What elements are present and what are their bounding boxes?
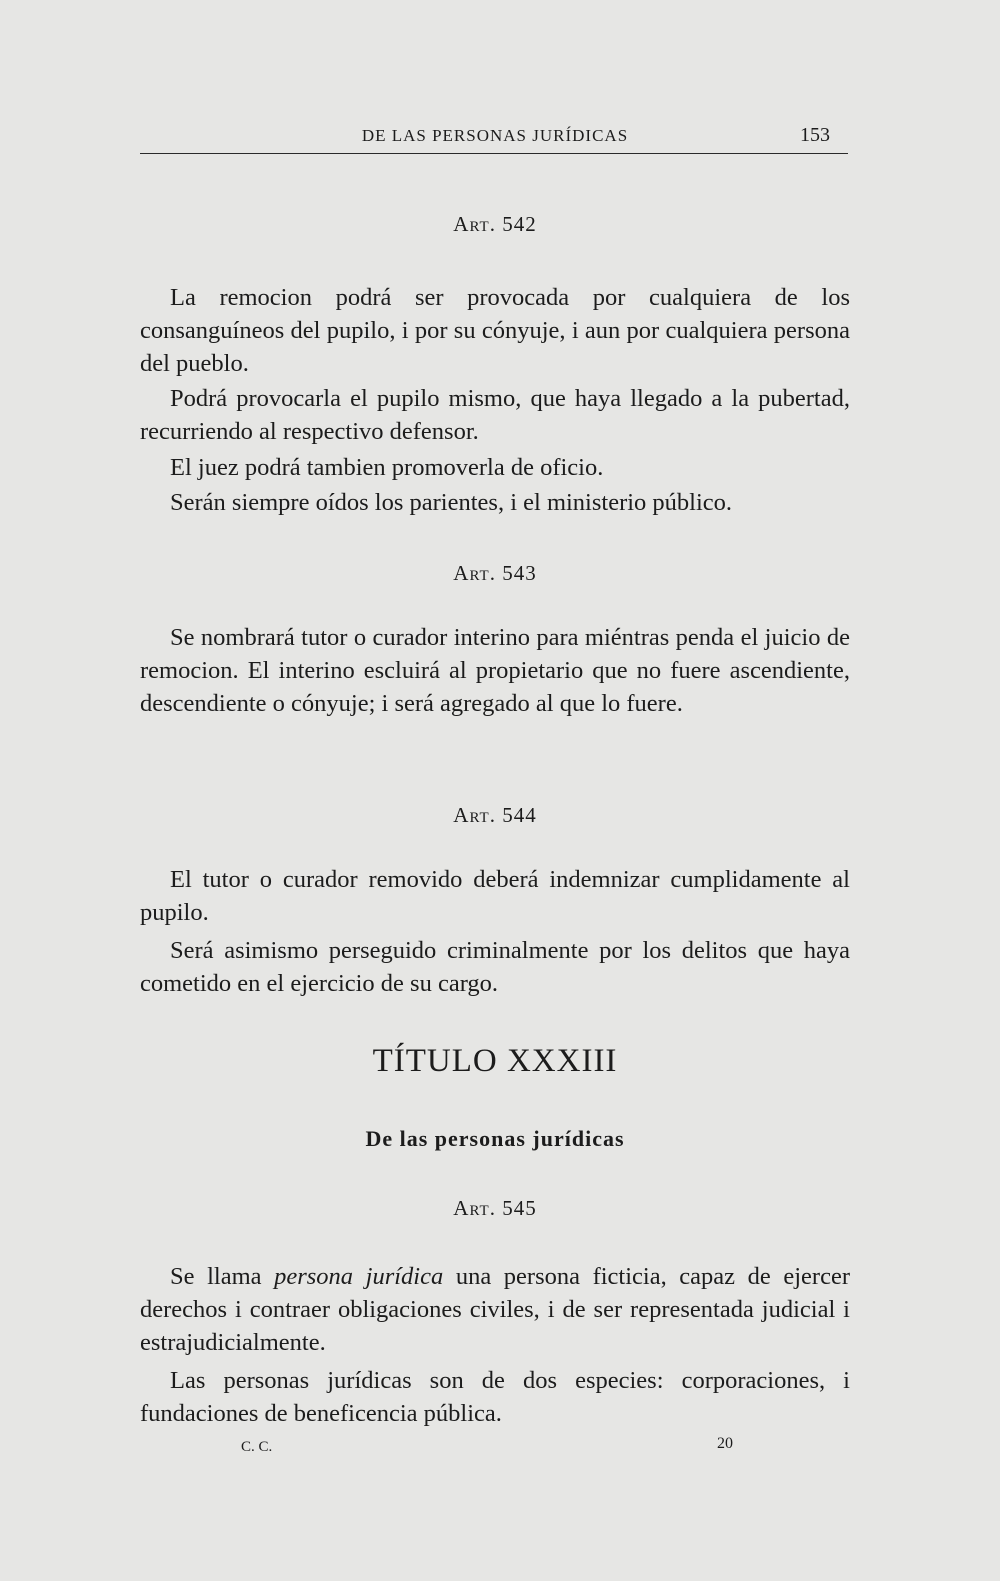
paragraph: Podrá provocarla el pupilo mismo, que haya llegado a la pubertad, recurriendo al respectivo defensor. — [140, 385, 850, 445]
header-rule — [140, 153, 848, 154]
text-run: una persona ficticia, capaz de ejercer derechos i contraer obligaciones civiles, i de ser representada judicial i estrajudicialmente. — [140, 1263, 850, 1356]
title-heading: TÍTULO XXXIII — [372, 1043, 618, 1079]
article-number: 542 — [502, 212, 537, 236]
page-number: 153 — [800, 124, 830, 146]
subtitle-heading: De las personas jurídicas — [365, 1126, 625, 1151]
article-prefix: Art. — [453, 212, 496, 236]
paragraph: Serán siempre oídos los parientes, i el ministerio público. — [170, 489, 733, 516]
paragraph: El tutor o curador removido deberá indemnizar cumplidamente al pupilo. — [140, 866, 850, 926]
article-heading-544 — [140, 803, 850, 828]
article-number: 545 — [502, 1196, 537, 1220]
paragraph — [140, 1260, 850, 1359]
paragraph: La remocion podrá ser provocada por cualquiera de los consanguíneos del pupilo, i por su cónyuje, i aun por cualquiera persona del pueblo. — [140, 284, 850, 377]
sheet-number: 20 — [717, 1435, 733, 1452]
article-prefix: Art. — [453, 1196, 496, 1220]
paragraph: El juez podrá tambien promoverla de oficio. — [170, 454, 604, 481]
paragraph: Las personas jurídicas son de dos especies: corporaciones, i fundaciones de beneficencia pública. — [140, 1367, 850, 1427]
text-run: Se llama — [170, 1263, 275, 1290]
paragraph: Será asimismo perseguido criminalmente por los delitos que haya cometido en el ejercicio de su cargo. — [140, 937, 850, 997]
article-prefix: Art. — [453, 561, 496, 585]
signature-mark: C. C. — [241, 1439, 273, 1455]
article-heading-543 — [140, 561, 850, 586]
article-heading-545 — [140, 1196, 850, 1221]
article-number: 544 — [502, 803, 537, 827]
running-title: DE LAS PERSONAS JURÍDICAS — [361, 126, 629, 145]
running-head — [140, 122, 850, 152]
italic-term: persona jurídica — [274, 1263, 444, 1290]
article-heading-542 — [140, 212, 850, 237]
article-prefix: Art. — [453, 803, 496, 827]
article-number: 543 — [502, 561, 537, 585]
paragraph: Se nombrará tutor o curador interino para miéntras penda el juicio de remocion. El interino escluirá al propietario que no fuere ascendiente, descendiente o cónyuje; i será agregado al que lo fuere. — [140, 624, 850, 717]
